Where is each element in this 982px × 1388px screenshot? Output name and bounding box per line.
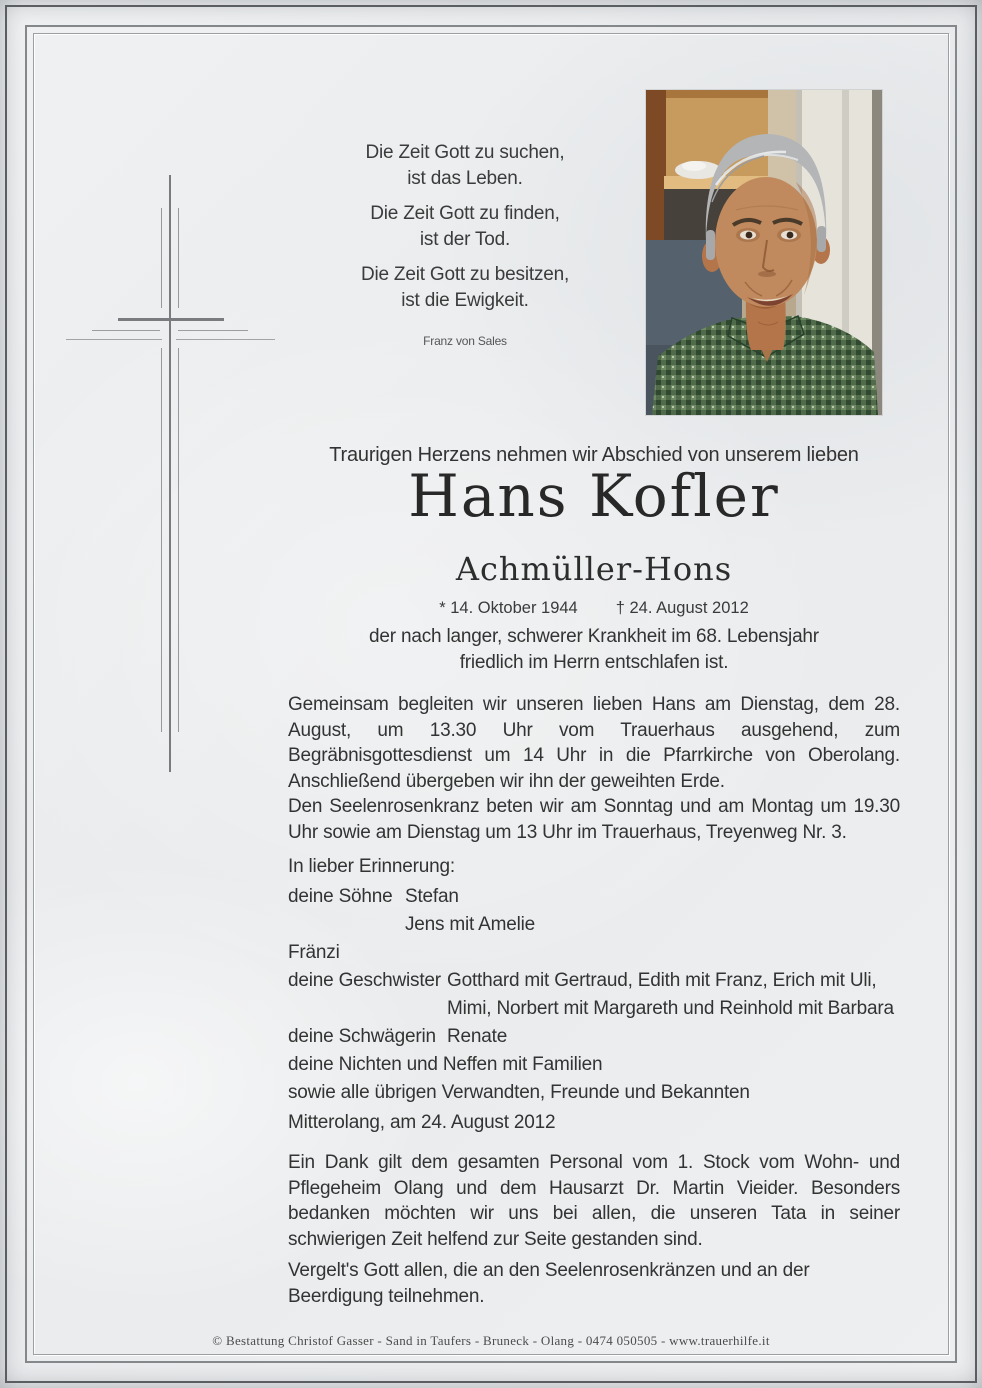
quote-line: Die Zeit Gott zu finden, — [370, 203, 560, 224]
remembrance-row-sister-in-law — [288, 1024, 900, 1050]
remembrance-heading: In lieber Erinnerung: — [288, 856, 455, 877]
quote-line: ist das Leben. — [407, 168, 523, 189]
quote-line: Die Zeit Gott zu besitzen, — [360, 264, 570, 285]
death-line-2: friedlich im Herrn entschlafen ist. — [459, 652, 729, 673]
deceased-nickname: Achmüller-Hons — [455, 550, 733, 588]
portrait-photo — [646, 90, 882, 415]
siblings-line-2: Mimi, Norbert mit Margareth und Reinhold mit Barbara — [447, 998, 894, 1019]
other-relatives: sowie alle übrigen Verwandten, Freunde und Bekannten — [288, 1082, 750, 1103]
siblings-label: deine Geschwister — [288, 970, 441, 991]
remembrance-row-siblings2 — [288, 996, 900, 1022]
remembrance-row-wife — [288, 940, 900, 966]
sons-label: deine Söhne — [288, 886, 393, 907]
remembrance-row-son2 — [288, 912, 900, 938]
thanks-paragraph: Ein Dank gilt dem gesamten Personal vom 1. Stock vom Wohn- und Pflegeheim Olang und dem Hausarzt Dr. Martin Vieider. Besonders bedanken möchten wir uns bei allen, die unseren Tata in seiner schwierigen Zeit helfend zur Seite gestanden sind. — [288, 1152, 900, 1250]
funeral-info — [288, 692, 900, 845]
son-1: Stefan — [405, 886, 459, 907]
intro-line: Traurigen Herzens nehmen wir Abschied von unserem lieben — [329, 444, 859, 466]
quote-line: ist der Tod. — [419, 229, 511, 250]
portrait-illustration — [646, 90, 882, 415]
remembrance-row-others — [288, 1080, 900, 1106]
remembrance-row-nieces — [288, 1052, 900, 1078]
quote-block — [300, 140, 630, 354]
death-date: † 24. August 2012 — [615, 599, 749, 617]
remembrance-row-siblings — [288, 968, 900, 994]
remembrance-row-sons — [288, 884, 900, 910]
life-dates — [288, 599, 900, 618]
rosary-paragraph: Den Seelenrosenkranz beten wir am Sonntag und am Montag um 19.30 Uhr sowie am Dienstag um 13 Uhr im Trauerhaus, Treyenweg Nr. 3. — [288, 796, 900, 843]
nieces-nephews: deine Nichten und Neffen mit Familien — [288, 1054, 603, 1075]
sister-in-law-name: Renate — [447, 1026, 508, 1047]
deceased-name: Hans Kofler — [408, 462, 780, 530]
wife-name: Fränzi — [288, 942, 340, 963]
funeral-paragraph: Gemeinsam begleiten wir unseren lieben Hans am Dienstag, dem 28. August, um 13.30 Uhr vom Trauerhaus ausgehend, zum Begräbnisgottesdienst um 14 Uhr in die Pfarrkirche von Oberolang. Anschließend übergeben wir ihn der geweihten Erde. — [288, 694, 900, 792]
siblings-line-1: Gotthard mit Gertraud, Edith mit Franz, Erich mit Uli, — [447, 970, 877, 991]
gratitude-paragraph: Vergelt's Gott allen, die an den Seelenrosenkränzen und an der Beerdigung teilnehmen. — [288, 1260, 810, 1307]
remembrance-section — [288, 856, 900, 1106]
quote-attribution: Franz von Sales — [423, 334, 507, 348]
quote-line: ist die Ewigkeit. — [401, 290, 529, 311]
death-line-1: der nach langer, schwerer Krankheit im 68. Lebensjahr — [369, 626, 819, 647]
place-and-date: Mitterolang, am 24. August 2012 — [288, 1112, 556, 1133]
sister-in-law-label: deine Schwägerin — [288, 1026, 436, 1047]
quote-line: Die Zeit Gott zu suchen, — [365, 142, 565, 163]
son-2: Jens mit Amelie — [405, 914, 536, 935]
funeral-home-footer: © Bestattung Christof Gasser - Sand in Taufers - Bruneck - Olang - 0474 050505 - www.trauerhilfe.it — [212, 1333, 770, 1348]
birth-date: * 14. Oktober 1944 — [439, 599, 578, 617]
death-circumstance — [288, 624, 900, 676]
